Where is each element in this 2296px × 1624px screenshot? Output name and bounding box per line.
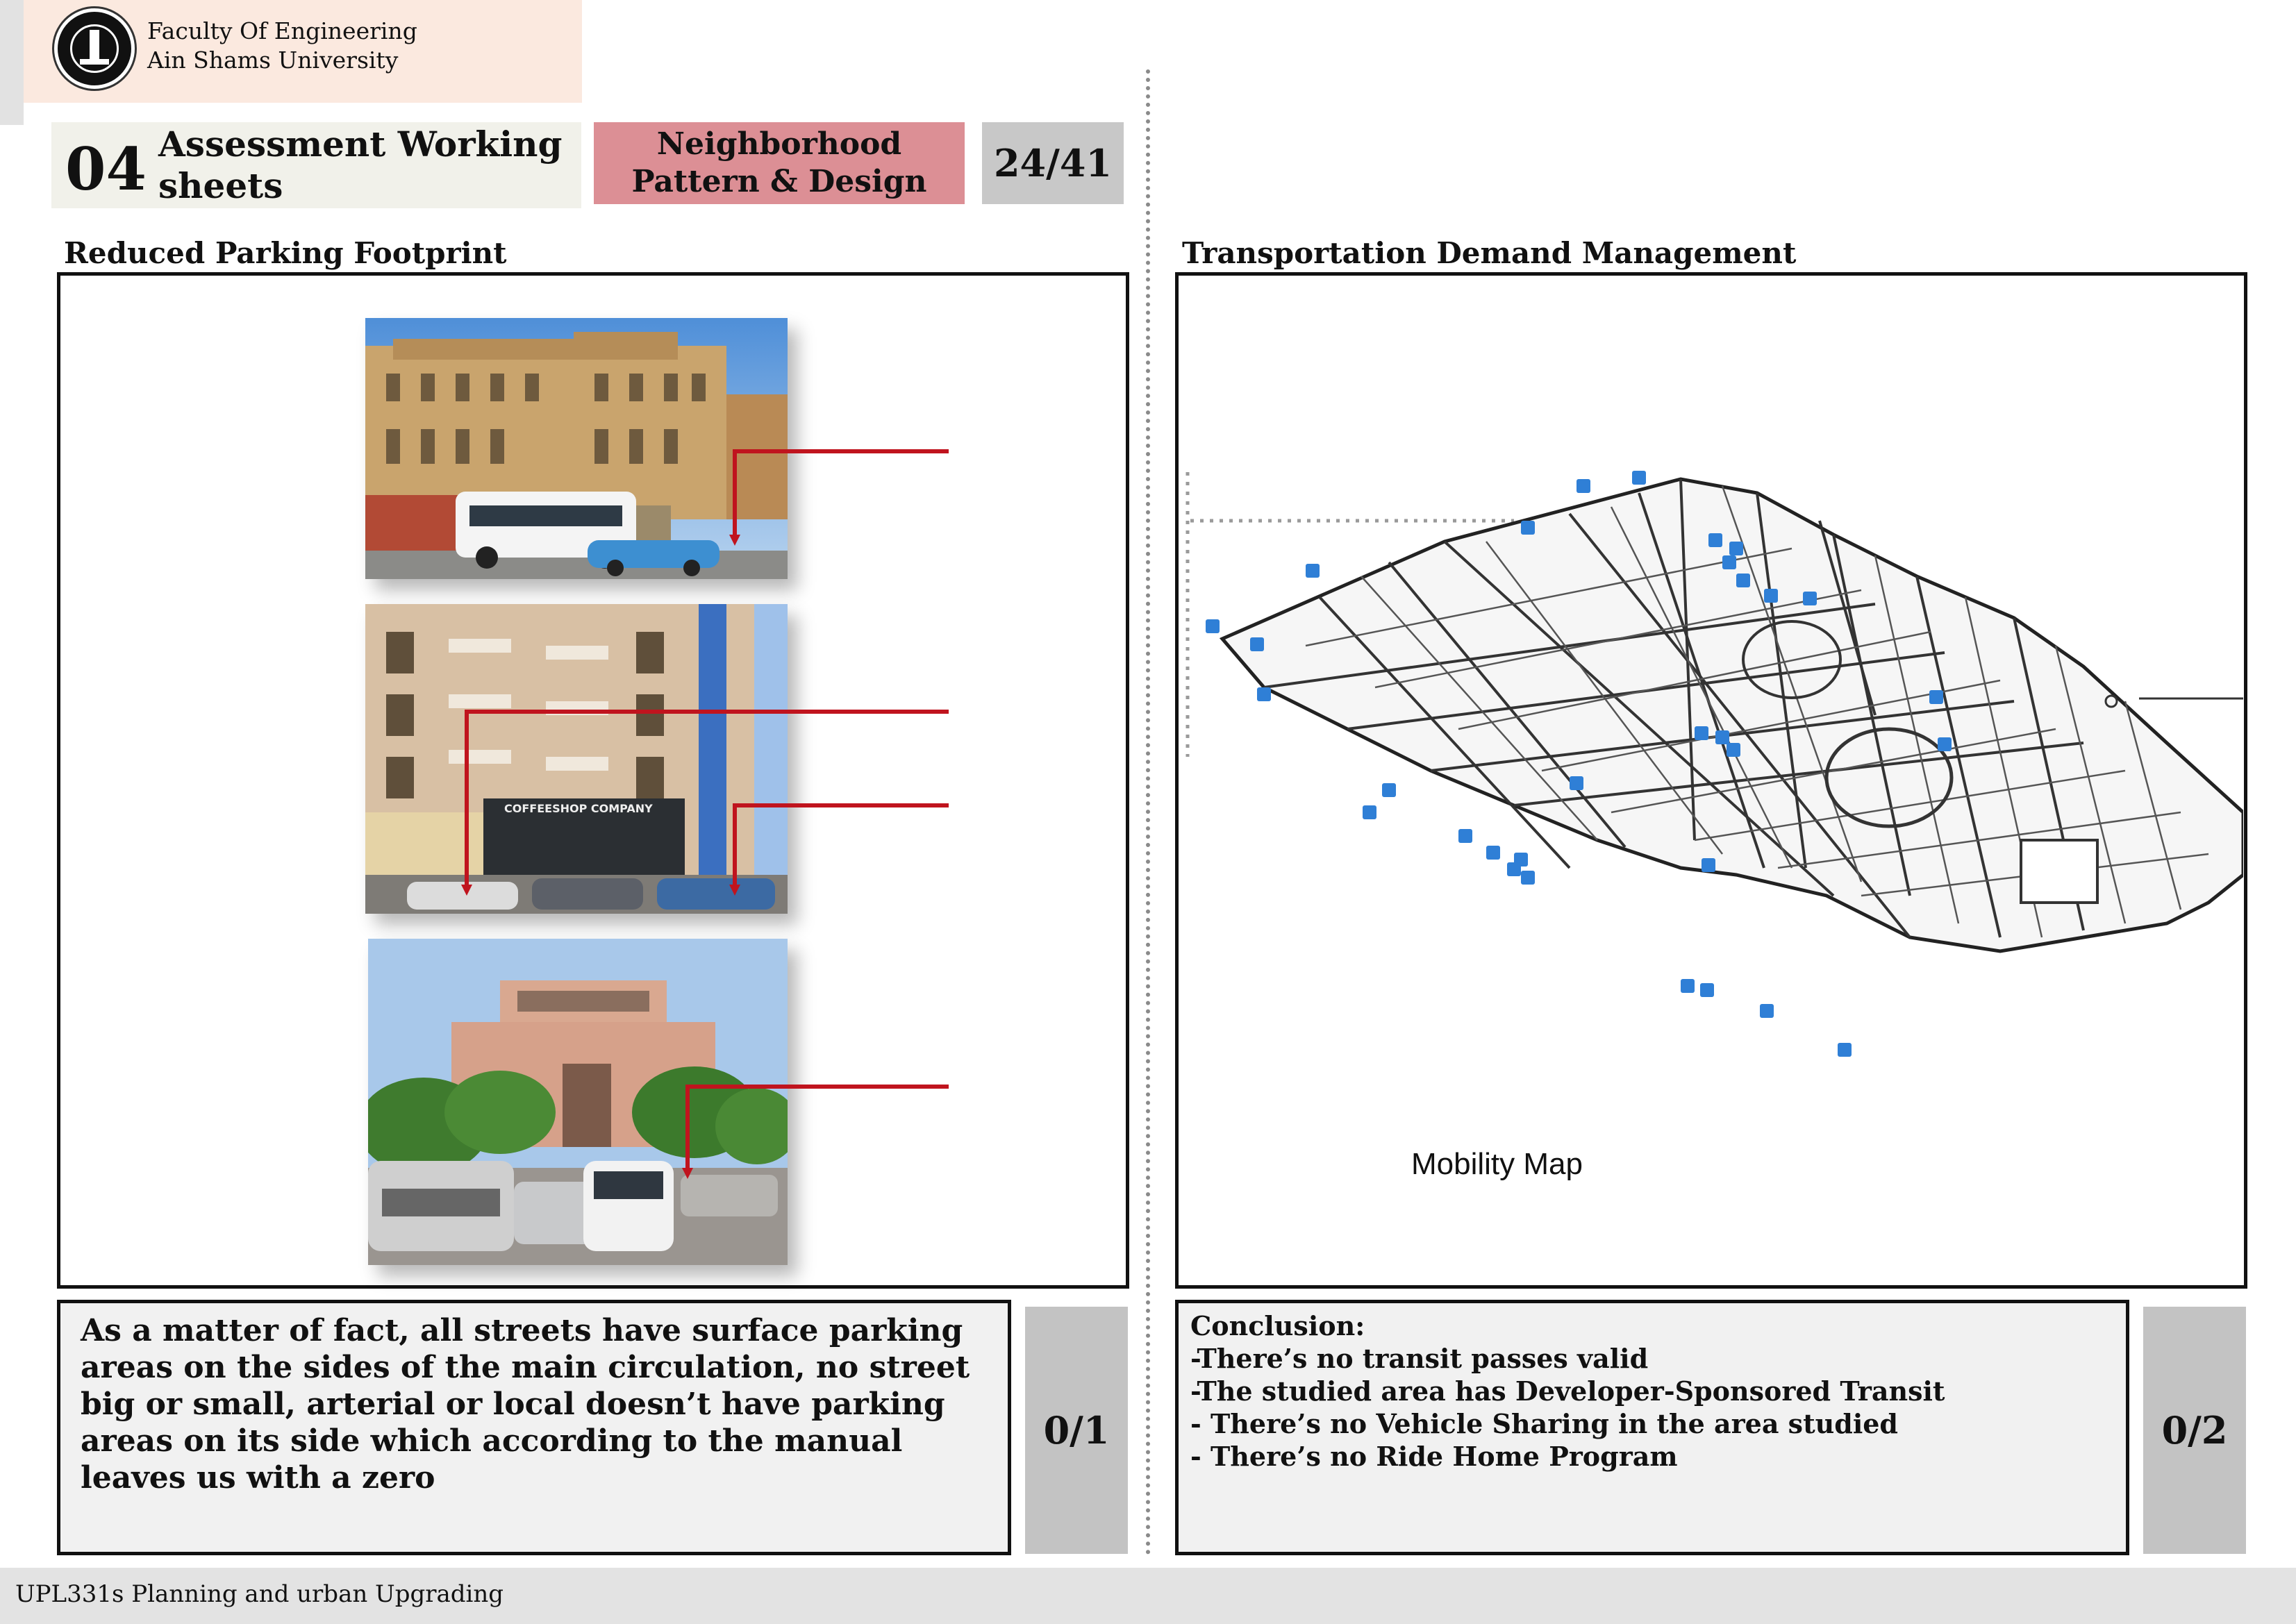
- right-panel-heading: Transportation Demand Management: [1182, 236, 1797, 270]
- text-line: big or small, arterial or local doesn’t have parking: [81, 1387, 945, 1422]
- text-line: - There’s no Ride Home Program: [1190, 1441, 1678, 1472]
- text-line: -The studied area has Developer-Sponsored Transit: [1190, 1375, 1945, 1407]
- text-line: As a matter of fact, all streets have surface parking: [81, 1313, 963, 1348]
- university-name-line: Ain Shams University: [147, 47, 399, 74]
- faculty-name: Faculty Of Engineering: [147, 17, 417, 44]
- tdm-conclusion-text: [1190, 1309, 2114, 1473]
- text-line: Conclusion:: [1190, 1310, 1365, 1341]
- section-number: 04: [65, 135, 147, 203]
- course-name: UPL331s Planning and urban Upgrading: [15, 1580, 504, 1608]
- tdm-score: 0/2: [2143, 1307, 2246, 1554]
- text-line: -There’s no transit passes valid: [1190, 1343, 1649, 1374]
- parking-assessment-text: [81, 1312, 997, 1496]
- page-counter: 24/41: [982, 122, 1124, 204]
- parking-annotation-lines: [0, 0, 1146, 1319]
- map-caption: Mobility Map: [1411, 1147, 1583, 1181]
- text-line: areas on its side which according to the manual: [81, 1423, 903, 1459]
- left-panel-heading: Reduced Parking Footprint: [64, 236, 507, 270]
- coffeeshop-sign: COFFEESHOP COMPANY: [504, 802, 653, 815]
- text-line: areas on the sides of the main circulation, no street: [81, 1350, 970, 1385]
- text-line: leaves us with a zero: [81, 1460, 435, 1496]
- mobility-map: [1181, 451, 2243, 1118]
- parking-score: 0/1: [1025, 1307, 1128, 1554]
- category-line2: Pattern & Design: [631, 164, 927, 199]
- section-title-line2: sheets: [158, 165, 283, 206]
- text-line: - There’s no Vehicle Sharing in the area studied: [1190, 1408, 1899, 1439]
- dotted-divider: [1146, 69, 1150, 1555]
- category-line1: Neighborhood: [656, 126, 902, 162]
- section-title-line1: Assessment Working: [158, 124, 563, 165]
